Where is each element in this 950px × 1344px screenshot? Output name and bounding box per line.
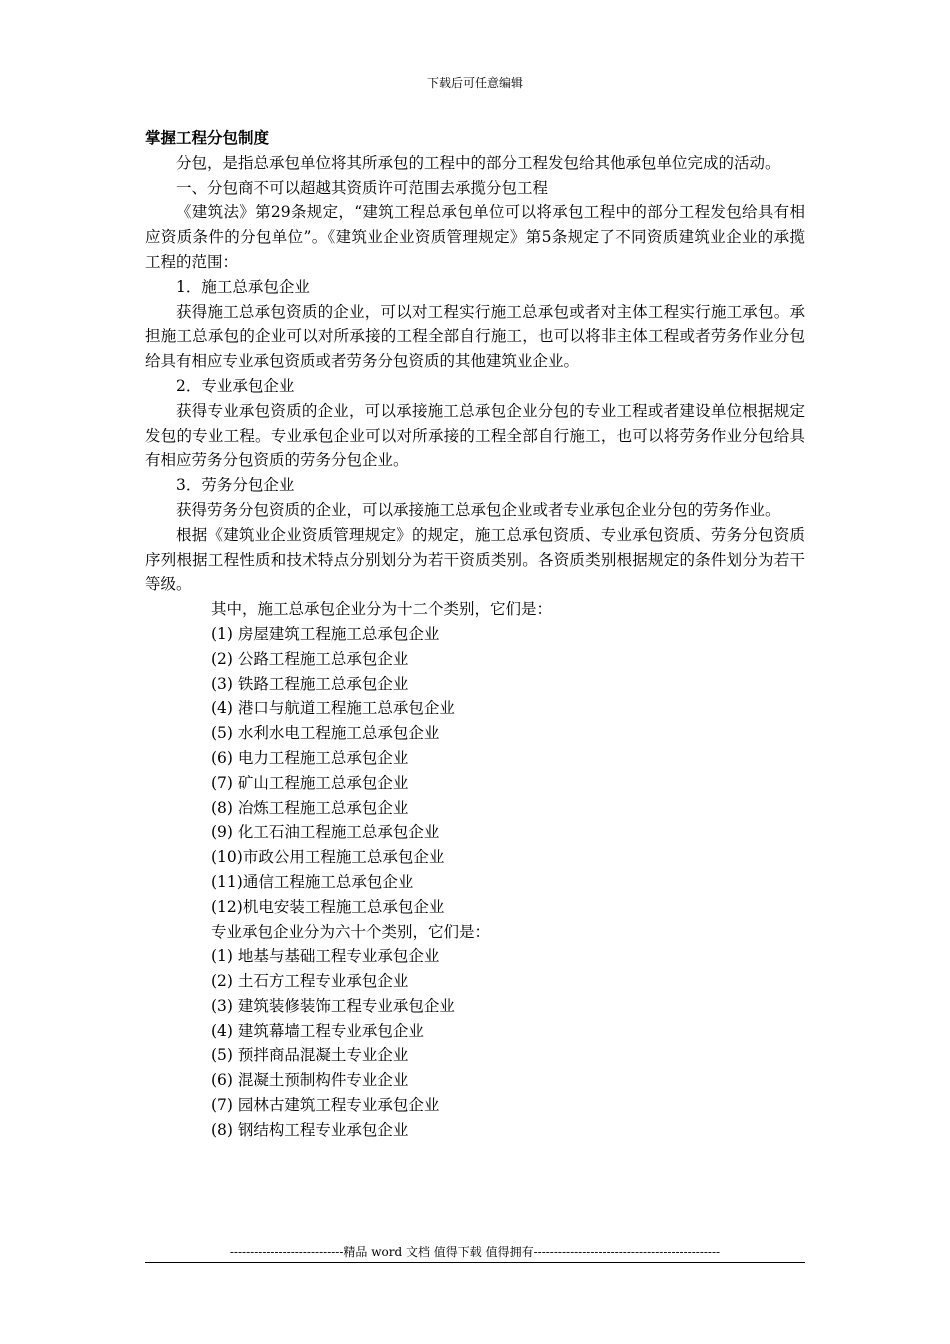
list-item: (6) 电力工程施工总承包企业 [211,748,409,767]
list-item: (8) 冶炼工程施工总承包企业 [211,798,409,817]
list-intro: 专业承包企业分为六十个类别，它们是： [211,922,491,941]
list-item: (12)机电安装工程施工总承包企业 [211,897,445,916]
footer-divider [145,1262,805,1263]
specialty-contractor-list [145,920,805,1143]
document-title: 掌握工程分包制度 [145,128,270,147]
list-item: (4) 港口与航道工程施工总承包企业 [211,699,455,718]
list-item: (4) 建筑幕墙工程专业承包企业 [211,1021,424,1040]
list-item: (5) 水利水电工程施工总承包企业 [211,724,440,743]
subheading-labor-subcontractor: 3．劳务分包企业 [176,476,295,495]
list-item: (2) 公路工程施工总承包企业 [211,649,409,668]
list-item: (5) 预拌商品混凝土专业企业 [211,1046,409,1065]
page-footer: ----------------------------精品 word 文档 值得下载 值得拥有---------------------------------------------- [229,1245,721,1259]
paragraph-qualification-rules: 根据《建筑业企业资质管理规定》的规定，施工总承包资质、专业承包资质、劳务分包资质序列根据工程性质和技术特点分别划分为若干资质类别。各资质类别根据规定的条件划分为若干等级。 [145,525,805,594]
paragraph-definition: 分包，是指总承包单位将其所承包的工程中的部分工程发包给其他承包单位完成的活动。 [176,153,781,172]
list-intro: 其中，施工总承包企业分为十二个类别，它们是： [211,600,553,619]
list-item: (3) 建筑装修装饰工程专业承包企业 [211,996,455,1015]
list-item: (8) 钢结构工程专业承包企业 [211,1120,409,1139]
paragraph-general-contractor: 获得施工总承包资质的企业，可以对工程实行施工总承包或者对主体工程实行施工承包。承担施工总承包的企业可以对所承接的工程全部自行施工，也可以将非主体工程或者劳务作业分包给具有相应专业承包资质或者劳务分包资质的其他建筑业企业。 [145,302,805,371]
list-item: (9) 化工石油工程施工总承包企业 [211,823,440,842]
subheading-specialty-contractor: 2．专业承包企业 [176,376,295,395]
list-item: (2) 土石方工程专业承包企业 [211,972,409,991]
paragraph-specialty-contractor: 获得专业承包资质的企业，可以承接施工总承包企业分包的专业工程或者建设单位根据规定发包的专业工程。专业承包企业可以对所承接的工程全部自行施工，也可以将劳务作业分包给具有相应劳务分包资质的劳务分包企业。 [145,401,805,470]
list-item: (7) 园林古建筑工程专业承包企业 [211,1096,440,1115]
section-heading-1: 一、分包商不可以超越其资质许可范围去承揽分包工程 [176,178,549,197]
list-item: (1) 地基与基础工程专业承包企业 [211,947,440,966]
list-item: (1) 房屋建筑工程施工总承包企业 [211,624,440,643]
list-item: (3) 铁路工程施工总承包企业 [211,674,409,693]
subheading-general-contractor: 1．施工总承包企业 [176,277,310,296]
document-body [145,126,805,1143]
list-item: (11)通信工程施工总承包企业 [211,872,414,891]
list-item: (10)市政公用工程施工总承包企业 [211,848,445,867]
list-item: (7) 矿山工程施工总承包企业 [211,773,409,792]
paragraph-labor-subcontractor: 获得劳务分包资质的企业，可以承接施工总承包企业或者专业承包企业分包的劳务作业。 [176,500,781,519]
paragraph-law-article: 《建筑法》第29条规定，“建筑工程总承包单位可以将承包工程中的部分工程发包给具有相应资质条件的分包单位”。《建筑业企业资质管理规定》第5条规定了不同资质建筑业企业的承揽工程的范围： [145,203,805,271]
page-header: 下载后可任意编辑 [426,76,523,90]
list-item: (6) 混凝土预制构件专业企业 [211,1071,409,1090]
general-contractor-list [145,597,805,919]
